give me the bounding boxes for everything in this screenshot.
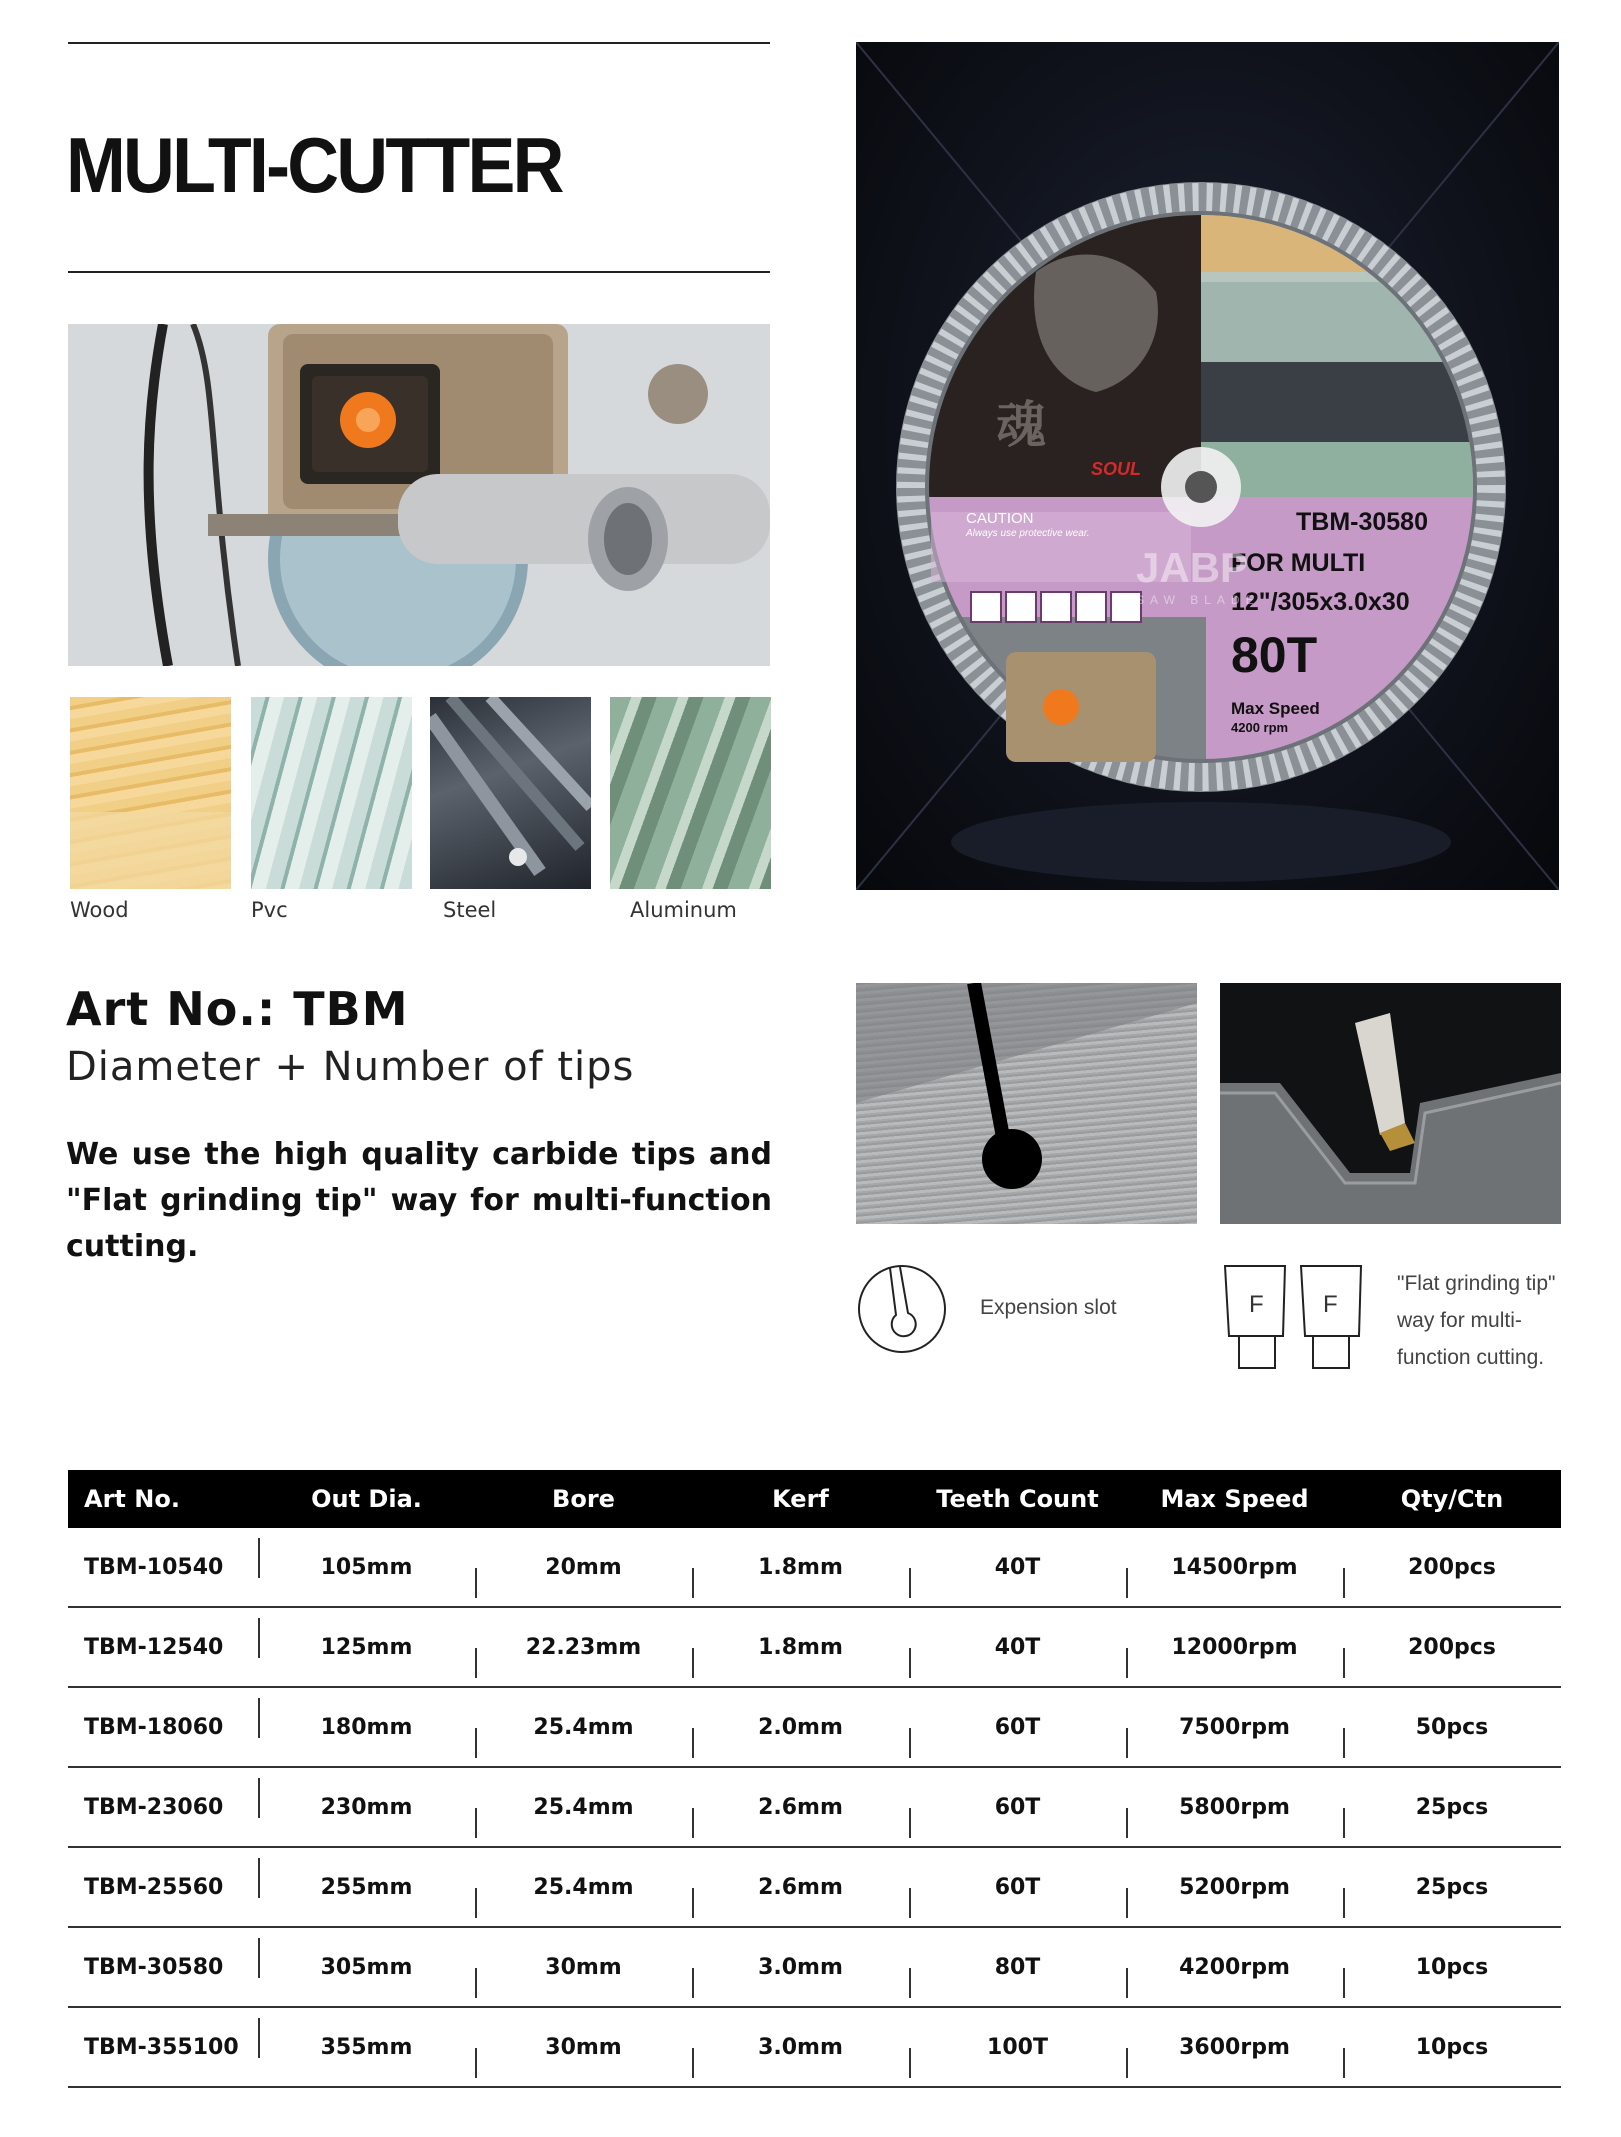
table-row xyxy=(68,1528,1561,1608)
material-pvc-image xyxy=(251,697,412,889)
product-teeth: 80T xyxy=(1231,627,1318,683)
cell-qty-ctn: 25pcs xyxy=(1415,1874,1489,1900)
cell-teeth-count: 60T xyxy=(994,1874,1041,1900)
header-art-no: Art No. xyxy=(84,1485,180,1513)
cell-teeth-count: 80T xyxy=(994,1954,1041,1980)
column-separator xyxy=(1343,2048,1345,2078)
cell-kerf: 3.0mm xyxy=(758,1954,843,1980)
column-separator xyxy=(1126,1968,1128,1998)
cell-kerf: 1.8mm xyxy=(758,1634,843,1660)
material-label-aluminum: Aluminum xyxy=(630,898,737,922)
top-rule xyxy=(68,42,770,44)
cell-bore: 20mm xyxy=(545,1554,622,1580)
material-label-steel: Steel xyxy=(443,898,497,922)
tip-label-line-1: "Flat grinding tip" xyxy=(1397,1272,1556,1295)
table-row xyxy=(68,1848,1561,1928)
title-rule xyxy=(68,271,770,273)
machine-photo xyxy=(68,324,770,666)
product-max-speed-value: 4200 rpm xyxy=(1231,720,1289,735)
tip-label-line-2: way for multi- xyxy=(1397,1309,1522,1332)
material-label-wood: Wood xyxy=(70,898,129,922)
cell-bore: 25.4mm xyxy=(533,1794,634,1820)
column-separator xyxy=(692,1808,694,1838)
column-separator xyxy=(909,2048,911,2078)
column-separator xyxy=(909,1808,911,1838)
column-separator xyxy=(1343,1888,1345,1918)
cell-out-dia: 230mm xyxy=(320,1794,413,1820)
header-teeth-count: Teeth Count xyxy=(936,1485,1099,1513)
column-separator xyxy=(1343,1968,1345,1998)
tip-label-line-3: function cutting. xyxy=(1397,1346,1545,1369)
column-separator xyxy=(258,1938,260,1978)
product-max-speed-label: Max Speed xyxy=(1231,699,1320,718)
column-separator xyxy=(475,1968,477,1998)
cell-kerf: 2.0mm xyxy=(758,1714,843,1740)
column-separator xyxy=(1126,1888,1128,1918)
cell-art-no: TBM-30580 xyxy=(84,1954,224,1980)
column-separator xyxy=(1126,2048,1128,2078)
cell-out-dia: 180mm xyxy=(320,1714,413,1740)
cell-kerf: 1.8mm xyxy=(758,1554,843,1580)
material-wood-image xyxy=(70,697,231,889)
cell-max-speed: 14500rpm xyxy=(1171,1554,1298,1580)
product-model: TBM-30580 xyxy=(1296,508,1428,536)
cell-out-dia: 305mm xyxy=(320,1954,413,1980)
cell-qty-ctn: 25pcs xyxy=(1415,1794,1489,1820)
product-caution-title: CAUTION xyxy=(966,510,1034,527)
header-bore: Bore xyxy=(552,1485,615,1513)
column-separator xyxy=(1343,1728,1345,1758)
column-separator xyxy=(475,1728,477,1758)
product-watermark: JABP xyxy=(1136,544,1249,591)
column-separator xyxy=(1343,1568,1345,1598)
column-separator xyxy=(475,1808,477,1838)
cell-out-dia: 355mm xyxy=(320,2034,413,2060)
column-separator xyxy=(1343,1648,1345,1678)
product-caution-sub: Always use protective wear. xyxy=(966,528,1090,539)
product-use: FOR MULTI xyxy=(1231,549,1366,577)
cell-art-no: TBM-12540 xyxy=(84,1634,224,1660)
column-separator xyxy=(258,1698,260,1738)
material-aluminum-image xyxy=(610,697,771,889)
expansion-slot-icon xyxy=(856,1263,948,1355)
header-max-speed: Max Speed xyxy=(1160,1485,1309,1513)
material-label-pvc: Pvc xyxy=(251,898,288,922)
cell-max-speed: 5800rpm xyxy=(1179,1794,1290,1820)
cell-qty-ctn: 50pcs xyxy=(1415,1714,1489,1740)
page-title: MULTI-CUTTER xyxy=(66,121,562,209)
column-separator xyxy=(1126,1568,1128,1598)
column-separator xyxy=(258,1858,260,1898)
cell-out-dia: 105mm xyxy=(320,1554,413,1580)
cell-max-speed: 3600rpm xyxy=(1179,2034,1290,2060)
column-separator xyxy=(1126,1728,1128,1758)
cell-kerf: 2.6mm xyxy=(758,1874,843,1900)
table-row xyxy=(68,2008,1561,2088)
cell-max-speed: 5200rpm xyxy=(1179,1874,1290,1900)
cell-teeth-count: 40T xyxy=(994,1634,1041,1660)
column-separator xyxy=(1126,1648,1128,1678)
cell-bore: 25.4mm xyxy=(533,1874,634,1900)
column-separator xyxy=(692,1728,694,1758)
cell-bore: 22.23mm xyxy=(525,1634,642,1660)
product-blade-image xyxy=(856,42,1559,890)
table-row xyxy=(68,1608,1561,1688)
cell-qty-ctn: 200pcs xyxy=(1408,1634,1496,1660)
cell-qty-ctn: 10pcs xyxy=(1415,1954,1489,1980)
header-kerf: Kerf xyxy=(772,1485,829,1513)
table-row xyxy=(68,1928,1561,2008)
column-separator xyxy=(475,2048,477,2078)
product-size: 12"/305x3.0x30 xyxy=(1231,588,1410,616)
table-row xyxy=(68,1688,1561,1768)
flat-grinding-tip-icon xyxy=(1223,1262,1373,1374)
column-separator xyxy=(1126,1808,1128,1838)
table-body xyxy=(68,1528,1561,2088)
column-separator xyxy=(475,1568,477,1598)
tip-letter-right: F xyxy=(1323,1291,1338,1318)
tip-letter-left: F xyxy=(1249,1291,1264,1318)
cell-qty-ctn: 10pcs xyxy=(1415,2034,1489,2060)
product-brand: SOUL xyxy=(1091,459,1142,479)
column-separator xyxy=(692,1968,694,1998)
cell-bore: 30mm xyxy=(545,1954,622,1980)
column-separator xyxy=(258,1618,260,1658)
column-separator xyxy=(1343,1808,1345,1838)
product-chinese-mark: 魂 xyxy=(996,397,1046,453)
column-separator xyxy=(692,1568,694,1598)
column-separator xyxy=(692,1888,694,1918)
cell-qty-ctn: 200pcs xyxy=(1408,1554,1496,1580)
column-separator xyxy=(909,1648,911,1678)
cell-art-no: TBM-10540 xyxy=(84,1554,224,1580)
expansion-slot-photo xyxy=(856,983,1197,1224)
cell-teeth-count: 60T xyxy=(994,1794,1041,1820)
column-separator xyxy=(258,1778,260,1818)
cell-teeth-count: 100T xyxy=(987,2034,1048,2060)
column-separator xyxy=(909,1728,911,1758)
table-row xyxy=(68,1768,1561,1848)
column-separator xyxy=(475,1888,477,1918)
cell-max-speed: 4200rpm xyxy=(1179,1954,1290,1980)
cell-art-no: TBM-355100 xyxy=(84,2034,239,2060)
column-separator xyxy=(475,1648,477,1678)
table-header xyxy=(68,1470,1561,1528)
cell-bore: 30mm xyxy=(545,2034,622,2060)
header-out-dia: Out Dia. xyxy=(311,1485,422,1513)
cell-max-speed: 12000rpm xyxy=(1171,1634,1298,1660)
cell-kerf: 3.0mm xyxy=(758,2034,843,2060)
expansion-slot-label: Expension slot xyxy=(980,1296,1117,1319)
specification-table xyxy=(68,1470,1561,2088)
cell-teeth-count: 60T xyxy=(994,1714,1041,1740)
cell-kerf: 2.6mm xyxy=(758,1794,843,1820)
column-separator xyxy=(909,1888,911,1918)
column-separator xyxy=(909,1968,911,1998)
material-steel-image xyxy=(430,697,591,889)
column-separator xyxy=(258,1538,260,1578)
product-description: We use the high quality carbide tips and "Flat grinding tip" way for multi-function cutting. xyxy=(66,1137,772,1264)
product-watermark-sub: SAW BLADE xyxy=(1136,593,1260,607)
cell-teeth-count: 40T xyxy=(994,1554,1041,1580)
cell-out-dia: 255mm xyxy=(320,1874,413,1900)
flat-grinding-tip-photo xyxy=(1220,983,1561,1224)
column-separator xyxy=(909,1568,911,1598)
cell-max-speed: 7500rpm xyxy=(1179,1714,1290,1740)
column-separator xyxy=(258,2018,260,2058)
art-number-heading: Art No.: TBM xyxy=(66,982,409,1036)
column-separator xyxy=(692,2048,694,2078)
art-number-subtitle: Diameter + Number of tips xyxy=(66,1044,635,1090)
header-qty-ctn: Qty/Ctn xyxy=(1400,1485,1504,1513)
cell-art-no: TBM-18060 xyxy=(84,1714,224,1740)
cell-bore: 25.4mm xyxy=(533,1714,634,1740)
column-separator xyxy=(692,1648,694,1678)
flat-grinding-tip-label xyxy=(1397,1265,1555,1376)
cell-art-no: TBM-25560 xyxy=(84,1874,224,1900)
cell-out-dia: 125mm xyxy=(320,1634,413,1660)
cell-art-no: TBM-23060 xyxy=(84,1794,224,1820)
